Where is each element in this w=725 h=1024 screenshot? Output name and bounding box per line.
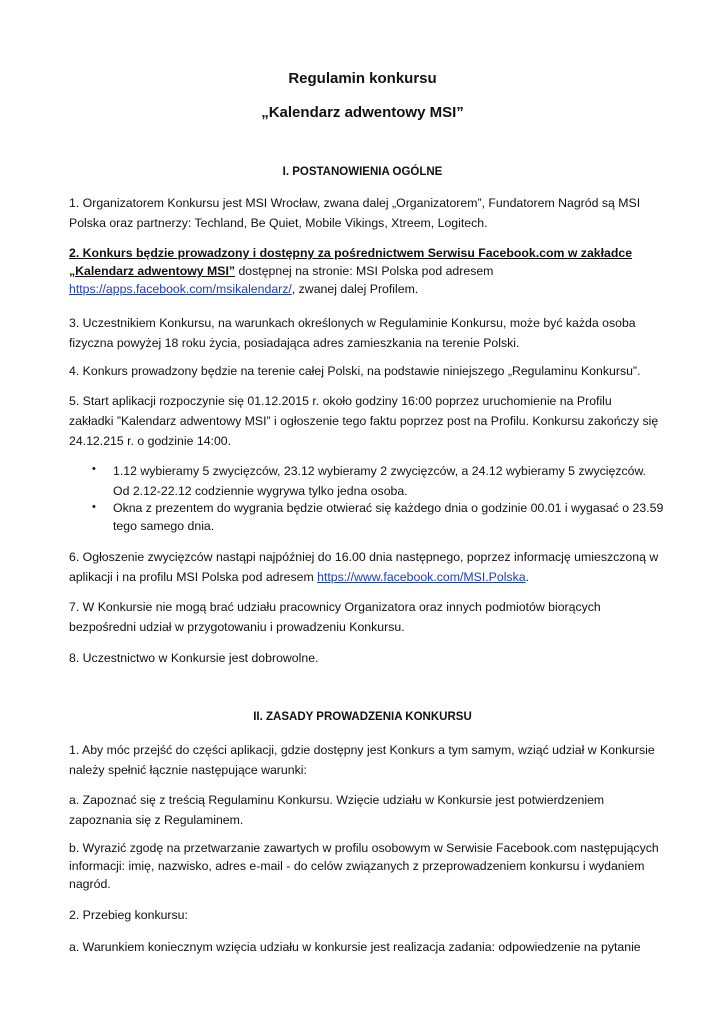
paragraph-2-a2: [69, 937, 659, 957]
text-line: bezpośredni udział w przygotowaniu i prowadzeniu Konkursu.: [69, 620, 405, 634]
text-line: fizyczna powyżej 18 roku życia, posiadająca adres zamieszkania na terenie Polski.: [69, 336, 520, 350]
paragraph-1-2: [69, 244, 659, 298]
msi-polska-link[interactable]: https://www.facebook.com/MSI.Polska: [317, 570, 526, 584]
paragraph-1-3: [69, 313, 659, 353]
paragraph-1-6: [69, 547, 659, 587]
text-line: a. Warunkiem koniecznym wzięcia udziału w konkursie jest realizacja zadania: odpowiedzenie na pytanie: [69, 940, 641, 954]
text-line: .: [525, 570, 529, 584]
paragraph-1-1: [69, 193, 659, 233]
text-line: 1. Aby móc przejść do części aplikacji, gdzie dostępny jest Konkurs a tym samym, wziąć udział w Konkursie: [69, 743, 655, 757]
paragraph-1-4: [69, 361, 659, 381]
list-item: [113, 461, 658, 501]
text-line: 6. Ogłoszenie zwycięzców nastąpi najpóźniej do 16.00 dnia następnego, poprzez informację umieszczoną w: [69, 550, 659, 564]
text-line: Polska oraz partnerzy: Techland, Be Quiet, Mobile Vikings, Xtreem, Logitech.: [69, 216, 488, 230]
list-item: [113, 499, 664, 535]
text-line: 7. W Konkursie nie mogą brać udziału pracownicy Organizatora oraz innych podmiotów biorących: [69, 600, 601, 614]
bullet-icon: •: [92, 501, 96, 513]
text-line: Okna z prezentem do wygrania będzie otwierać się każdego dnia o godzinie 00.01 i wygasać o 23.59: [113, 501, 664, 515]
paragraph-2-2: [69, 905, 659, 925]
text-line: 5. Start aplikacji rozpoczynie się 01.12.2015 r. około godziny 16:00 poprzez uruchomienie na Profilu: [69, 394, 612, 408]
paragraph-2-b: [69, 839, 659, 893]
text-line: 1. Organizatorem Konkursu jest MSI Wrocław, zwana dalej „Organizatorem”, Fundatorem Nagród są MSI: [69, 196, 641, 210]
text-line: Od 2.12-22.12 codziennie wygrywa tylko jedna osoba.: [113, 484, 408, 498]
text-line: zapoznania się z Regulaminem.: [69, 813, 244, 827]
text-line: dostępnej na stronie: MSI Polska pod adresem: [235, 264, 494, 278]
text-line: zakładki ”Kalendarz adwentowy MSI” i ogłoszenie tego faktu poprzez post na Profilu. Konkursu zakończy się: [69, 414, 659, 428]
text-line: 3. Uczestnikiem Konkursu, na warunkach określonych w Regulaminie Konkursu, może być każda osoba: [69, 316, 636, 330]
profile-link[interactable]: https://apps.facebook.com/msikalendarz/: [69, 282, 292, 296]
text-line: 2. Konkurs będzie prowadzony i dostępny za pośrednictwem Serwisu Facebook.com w zakładce: [69, 246, 633, 260]
paragraph-2-1: [69, 740, 659, 780]
text-line: 24.12.215 r. o godzinie 14:00.: [69, 434, 232, 448]
section-2-heading: II. ZASADY PROWADZENIA KONKURSU: [253, 711, 472, 723]
paragraph-1-5: [69, 391, 659, 451]
document-subtitle: „Kalendarz adwentowy MSI”: [261, 104, 464, 121]
text-line: a. Zapoznać się z treścią Regulaminu Konkursu. Wzięcie udziału w Konkursie jest potwierdzeniem: [69, 793, 605, 807]
text-line: 1.12 wybieramy 5 zwycięzców, 23.12 wybieramy 2 zwycięzców, a 24.12 wybieramy 5 zwycięzców.: [113, 464, 647, 478]
text-line: informacji: imię, nazwisko, adres e-mail - do celów związanych z przeprowadzeniem konkursu i wydaniem: [69, 859, 645, 873]
text-line: należy spełnić łącznie następujące warunki:: [69, 763, 307, 777]
document-title: Regulamin konkursu: [288, 70, 437, 87]
paragraph-1-7: [69, 597, 659, 637]
text-line: tego samego dnia.: [113, 519, 215, 533]
bullet-icon: •: [92, 463, 96, 475]
text-line: nagród.: [69, 877, 111, 891]
text-line: b. Wyrazić zgodę na przetwarzanie zawartych w profilu osobowym w Serwisie Facebook.com następujących: [69, 841, 659, 855]
paragraph-1-8: [69, 648, 659, 668]
bold-text: „Kalendarz adwentowy MSI”: [69, 264, 236, 278]
text-line: 2. Przebieg konkursu:: [69, 908, 188, 922]
text-line: aplikacji i na profilu MSI Polska pod adresem: [69, 570, 318, 584]
text-line: 4. Konkurs prowadzony będzie na terenie całej Polski, na podstawie niniejszego „Regulaminu Konkursu”.: [69, 364, 641, 378]
text-line: , zwanej dalej Profilem.: [291, 282, 419, 296]
section-1-heading: I. POSTANOWIENIA OGÓLNE: [282, 166, 443, 178]
text-line: 8. Uczestnictwo w Konkursie jest dobrowolne.: [69, 651, 319, 665]
paragraph-2-a: [69, 790, 659, 830]
